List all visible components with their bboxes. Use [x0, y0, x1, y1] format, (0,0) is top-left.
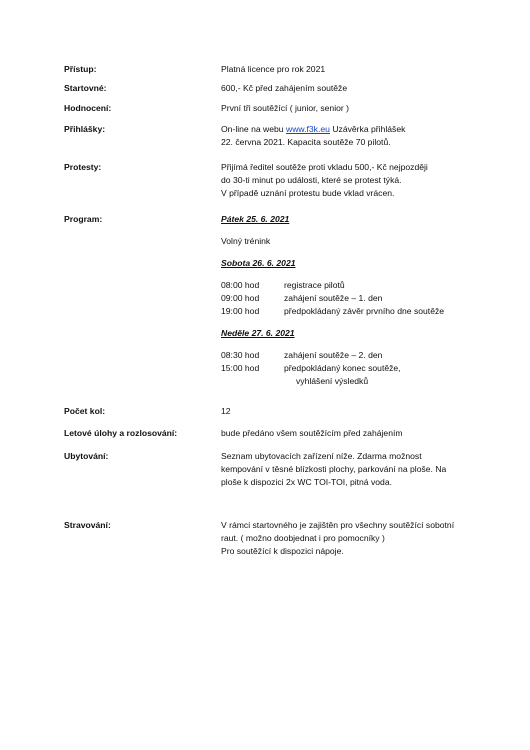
schedule-time: 19:00 hod: [221, 306, 260, 316]
saturday-heading: Sobota 26. 6. 2021: [221, 258, 296, 268]
schedule-time: 15:00 hod: [221, 363, 260, 373]
website-link[interactable]: www.f3k.eu: [285, 124, 330, 134]
access-text: Platná licence pro rok 2021: [221, 64, 326, 74]
flight-tasks-text: bude předáno všem soutěžícím před zahájením: [221, 428, 403, 438]
value-flight-tasks: [221, 427, 481, 440]
schedule-item: [221, 305, 481, 318]
schedule-text: zahájení soutěže – 2. den: [284, 350, 383, 360]
accommodation-line-1: Seznam ubytovacích zařízení níže. Zdarma možnost: [221, 451, 422, 461]
value-protests: [221, 161, 481, 200]
saturday-schedule: [221, 279, 481, 318]
label-flight-tasks: Letové úlohy a rozlosování:: [64, 428, 178, 438]
label-program: Program:: [64, 214, 103, 224]
schedule-item: [221, 349, 481, 362]
schedule-time: 08:30 hod: [221, 350, 260, 360]
sunday-heading: Neděle 27. 6. 2021: [221, 328, 295, 338]
label-accommodation: Ubytování:: [64, 451, 109, 461]
label-catering: Stravování:: [64, 520, 111, 530]
label-protests: Protesty:: [64, 162, 102, 172]
evaluation-text: První tři soutěžící ( junior, senior ): [221, 103, 349, 113]
value-program: [221, 213, 481, 388]
value-entry-fee: [221, 82, 481, 95]
protests-line-1: Přijímá ředitel soutěže proti vkladu 500,- Kč nejpozději: [221, 162, 428, 172]
label-registration: Přihlášky:: [64, 124, 106, 134]
protests-line-3: V případě uznání protestu bude vklad vrácen.: [221, 188, 395, 198]
schedule-text: předpokládaný konec soutěže,: [284, 363, 401, 373]
schedule-item: [221, 292, 481, 305]
schedule-item: [221, 362, 481, 375]
schedule-text: vyhlášení výsledků: [296, 376, 369, 386]
friday-note: Volný trénink: [221, 236, 271, 246]
schedule-time: 09:00 hod: [221, 293, 260, 303]
label-rounds: Počet kol:: [64, 406, 106, 416]
schedule-text: zahájení soutěže – 1. den: [284, 293, 383, 303]
catering-line-3: Pro soutěžící k dispozici nápoje.: [221, 546, 344, 556]
schedule-time: 08:00 hod: [221, 280, 260, 290]
schedule-item-continuation: [221, 375, 481, 388]
label-access: Přístup:: [64, 64, 97, 74]
registration-line-2: 22. června 2021. Kapacita soutěže 70 pilotů.: [221, 137, 391, 147]
rounds-text: 12: [221, 406, 231, 416]
accommodation-line-3: ploše k dispozici 2x WC TOI-TOI, pitná voda.: [221, 477, 392, 487]
value-rounds: [221, 405, 481, 418]
schedule-text: předpokládaný závěr prvního dne soutěže: [284, 306, 445, 316]
entry-fee-text: 600,- Kč před zahájením soutěže: [221, 83, 348, 93]
schedule-item: [221, 279, 481, 292]
label-evaluation: Hodnocení:: [64, 103, 112, 113]
value-evaluation: [221, 102, 481, 115]
accommodation-line-2: kempování v těsné blízkosti plochy, parkování na ploše. Na: [221, 464, 447, 474]
value-registration: [221, 123, 481, 149]
catering-line-2: raut. ( možno doobjednat i pro pomocníky ): [221, 533, 385, 543]
registration-suffix: Uzávěrka přihlášek: [329, 124, 406, 134]
value-catering: [221, 519, 481, 558]
value-access: [221, 63, 481, 76]
label-entry-fee: Startovné:: [64, 83, 107, 93]
schedule-text: registrace pilotů: [284, 280, 345, 290]
registration-line-1: [221, 123, 481, 136]
registration-prefix: On-line na webu: [221, 124, 286, 134]
value-accommodation: [221, 450, 481, 489]
protests-line-2: do 30-ti minut po události, které se protest týká.: [221, 175, 402, 185]
sunday-schedule: [221, 349, 481, 388]
friday-heading: Pátek 25. 6. 2021: [221, 214, 290, 224]
catering-line-1: V rámci startovného je zajištěn pro všechny soutěžící sobotní: [221, 520, 455, 530]
